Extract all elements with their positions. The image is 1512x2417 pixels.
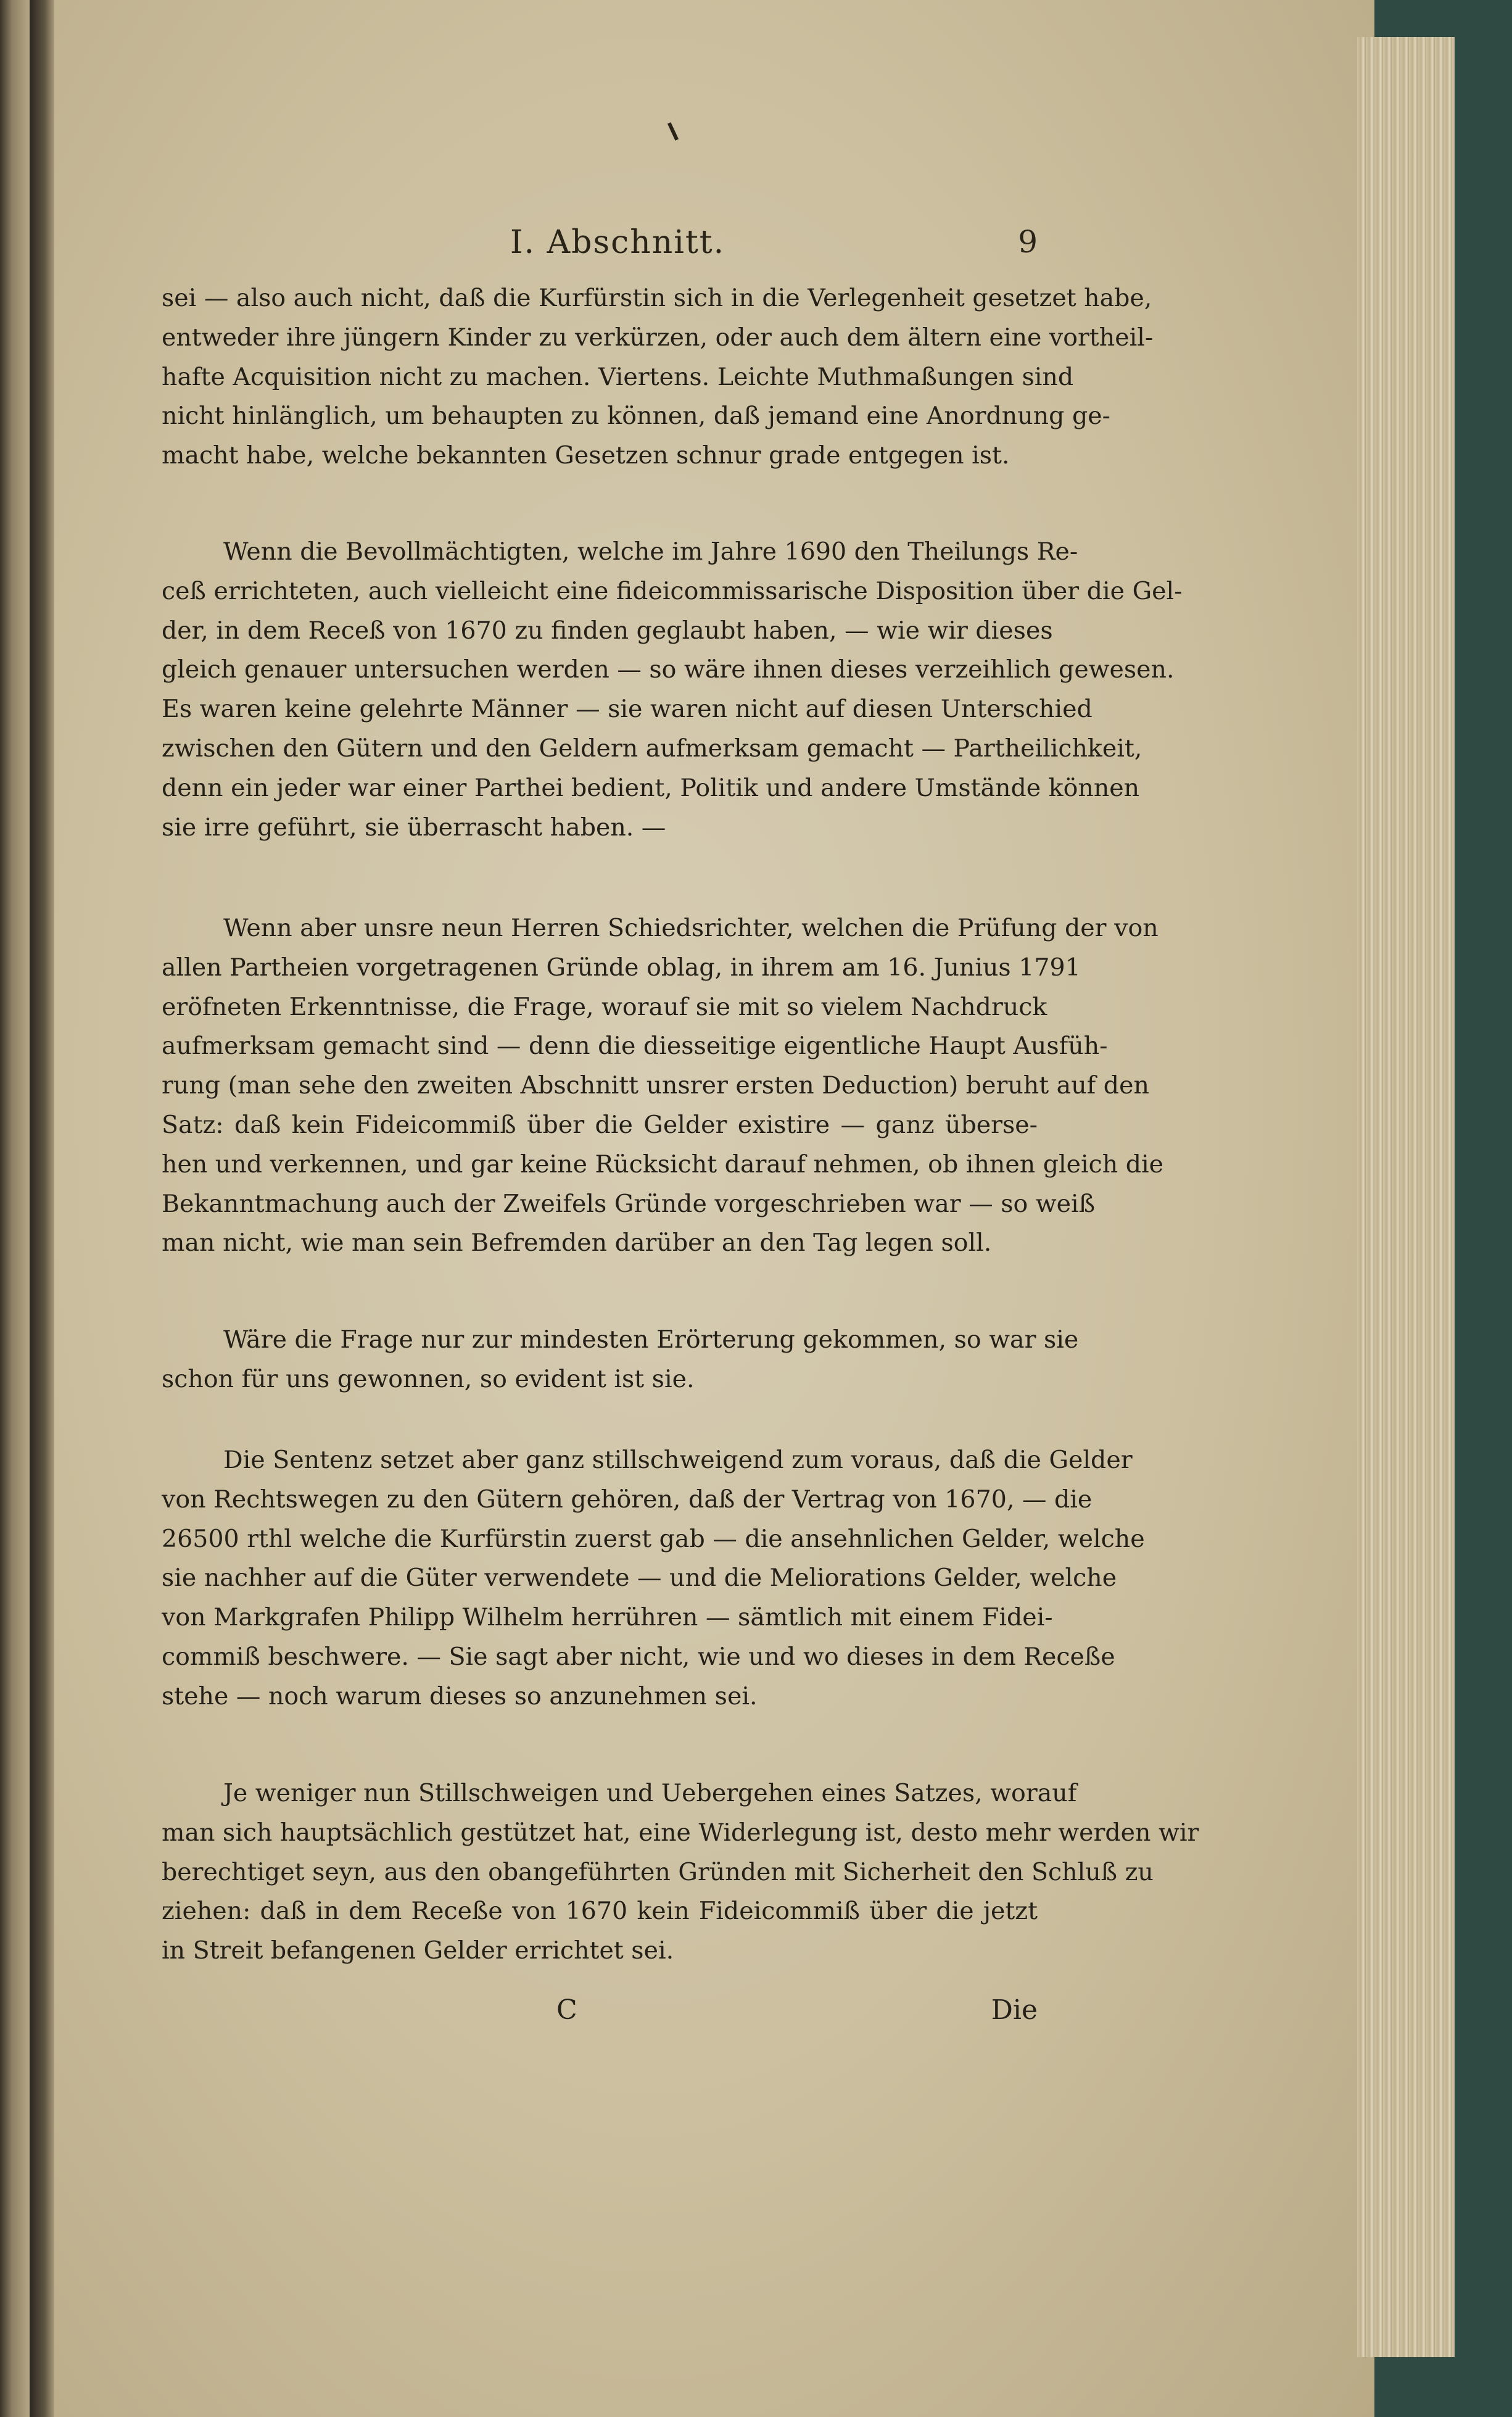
text-line: berechtiget seyn, aus den obangeführten Gründen mit Sicherheit den Schluß zu — [162, 1857, 1154, 1886]
page-footer — [162, 1994, 1038, 2038]
text-line: nicht hinlänglich, um behaupten zu können, daß jemand eine Anordnung ge- — [162, 402, 1110, 431]
text-line: hafte Acquisition nicht zu machen. Viertens. Leichte Muthmaßungen sind — [162, 362, 1074, 391]
text-line: man sich hauptsächlich gestützet hat, eine Widerlegung ist, desto mehr werden wir — [162, 1818, 1199, 1847]
paragraph-4 — [162, 1320, 1079, 1399]
running-head-title: I. Abschnitt. — [510, 224, 725, 261]
catchword: Die — [991, 1994, 1038, 2026]
text-line: commiß beschwere. — Sie sagt aber nicht, wie und wo dieses in dem Receße — [162, 1642, 1115, 1671]
text-line: Satz: daß kein Fideicommiß über die Gelder existire — ganz überse- — [162, 1110, 1038, 1139]
text-line: sie irre geführt, sie überrascht haben. — — [162, 813, 666, 842]
text-line: sei — also auch nicht, daß die Kurfürstin sich in die Verlegenheit gesetzet habe, — [162, 284, 1152, 312]
text-line: allen Partheien vorgetragenen Gründe oblag, in ihrem am 16. Junius 1791 — [162, 953, 1081, 982]
text-line: macht habe, welche bekannten Gesetzen schnur grade entgegen ist. — [162, 441, 1010, 470]
page-number: 9 — [1018, 224, 1038, 260]
text-line: Je weniger nun Stillschweigen und Uebergehen eines Satzes, worauf — [223, 1779, 1077, 1807]
text-line: Wenn die Bevollmächtigten, welche im Jahre 1690 den Theilungs Re- — [223, 537, 1078, 566]
text-line: von Rechtswegen zu den Gütern gehören, daß der Vertrag von 1670, — die — [162, 1485, 1093, 1514]
page-edges — [1357, 37, 1458, 2357]
text-line: schon für uns gewonnen, so evident ist sie. — [162, 1364, 695, 1393]
text-line: ceß errichteten, auch vielleicht eine fideicommissarische Disposition über die Gel- — [162, 576, 1183, 605]
text-line: man nicht, wie man sein Befremden darüber an den Tag legen soll. — [162, 1229, 992, 1258]
text-line: Wäre die Frage nur zur mindesten Erörterung gekommen, so war sie — [223, 1325, 1079, 1354]
text-line: 26500 rthl welche die Kurfürstin zuerst gab — die ansehnlichen Gelder, welche — [162, 1524, 1145, 1553]
text-line: sie nachher auf die Güter verwendete — und die Meliorations Gelder, welche — [162, 1564, 1117, 1593]
book-gutter — [30, 0, 54, 2417]
text-line: Wenn aber unsre neun Herren Schiedsrichter, welchen die Prüfung der von — [223, 914, 1159, 942]
paragraph-3 — [162, 909, 1164, 1263]
paragraph-5 — [162, 1441, 1145, 1717]
previous-page-edge — [0, 0, 30, 2417]
text-line: aufmerksam gemacht sind — denn die diesseitige eigentliche Haupt Ausfüh- — [162, 1032, 1108, 1061]
text-line: von Markgrafen Philipp Wilhelm herrühren — sämtlich mit einem Fidei- — [162, 1603, 1053, 1632]
running-head — [162, 224, 1038, 267]
text-line: in Streit befangenen Gelder errichtet sei. — [162, 1936, 674, 1965]
text-line: entweder ihre jüngern Kinder zu verkürzen, oder auch dem ältern eine vortheil- — [162, 323, 1154, 352]
text-line: ziehen: daß in dem Receße von 1670 kein Fideicommiß über die jetzt — [162, 1897, 1038, 1926]
paragraph-2 — [162, 533, 1183, 847]
signature-mark: C — [556, 1994, 577, 2026]
text-line: Bekanntmachung auch der Zweifels Gründe vorgeschrieben war — so weiß — [162, 1189, 1096, 1218]
text-line: zwischen den Gütern und den Geldern aufmerksam gemacht — Partheilichkeit, — [162, 734, 1142, 763]
text-line: eröfneten Erkenntnisse, die Frage, worauf sie mit so vielem Nachdruck — [162, 992, 1047, 1021]
text-line: der, in dem Receß von 1670 zu finden geglaubt haben, — wie wir dieses — [162, 616, 1053, 645]
text-line: Die Sentenz setzet aber ganz stillschweigend zum voraus, daß die Gelder — [223, 1446, 1133, 1474]
text-line: Es waren keine gelehrte Männer — sie waren nicht auf diesen Unterschied — [162, 695, 1093, 724]
text-line: stehe — noch warum dieses so anzunehmen sei. — [162, 1681, 758, 1710]
background-cloth — [1455, 25, 1512, 2417]
text-line: denn ein jeder war einer Parthei bedient, Politik und andere Umstände können — [162, 773, 1140, 802]
paragraph-6 — [162, 1774, 1199, 1971]
text-line: hen und verkennen, und gar keine Rücksicht darauf nehmen, ob ihnen gleich die — [162, 1150, 1164, 1179]
text-line: rung (man sehe den zweiten Abschnitt unsrer ersten Deduction) beruht auf den — [162, 1071, 1149, 1100]
paragraph-1 — [162, 279, 1154, 476]
text-line: gleich genauer untersuchen werden — so wäre ihnen dieses verzeihlich gewesen. — [162, 655, 1175, 684]
